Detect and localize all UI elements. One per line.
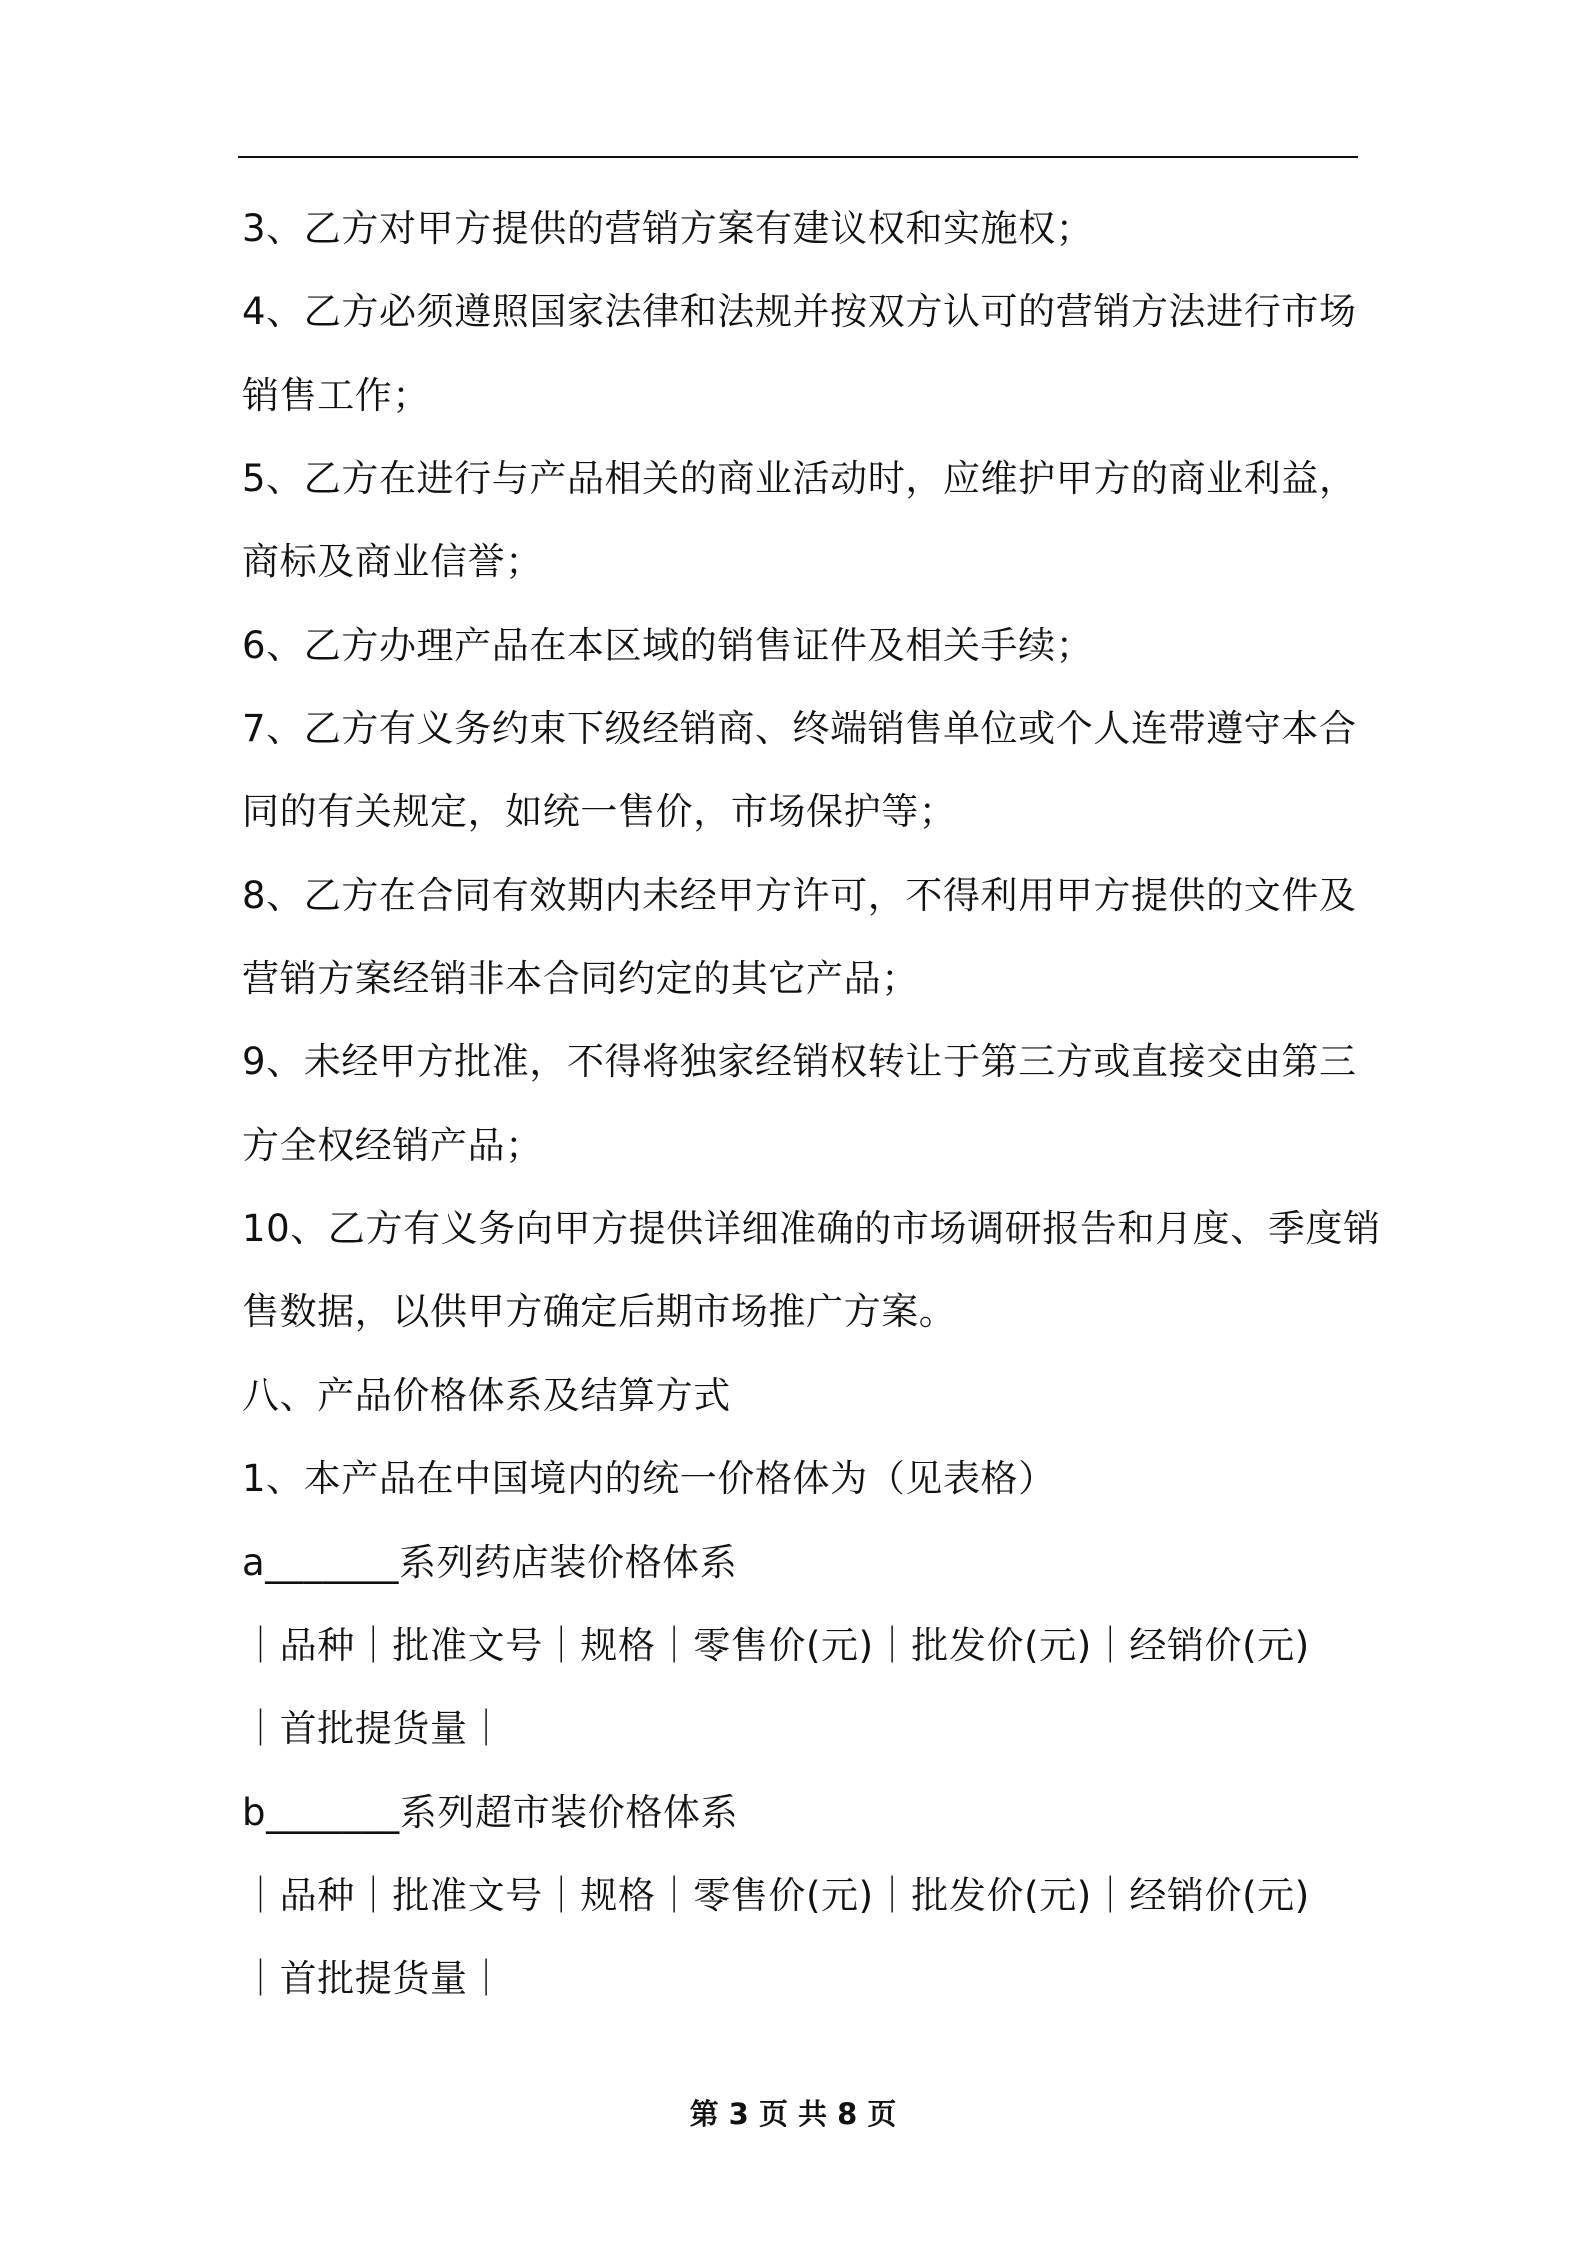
page-number-footer: 第 3 页 共 8 页 <box>689 2097 897 2131</box>
clause-9-cont: 方全权经销产品； <box>242 1124 543 1167</box>
clause-7-cont: 同的有关规定，如统一售价，市场保护等； <box>242 790 957 833</box>
price-table-b-header: ｜品种｜批准文号｜规格｜零售价(元)｜批发价(元)｜经销价(元) <box>242 1874 1310 1917</box>
header-rule <box>238 156 1358 158</box>
clause-4-cont: 销售工作； <box>242 374 430 417</box>
clause-3: 3、乙方对甲方提供的营销方案有建议权和实施权； <box>242 207 1094 250</box>
clause-8-cont: 营销方案经销非本合同约定的其它产品； <box>242 957 919 1000</box>
clause-9: 9、未经甲方批准，不得将独家经销权转让于第三方或直接交由第三 <box>242 1040 1357 1083</box>
clause-8: 8、乙方在合同有效期内未经甲方许可，不得利用甲方提供的文件及 <box>242 874 1357 917</box>
clause-4: 4、乙方必须遵照国家法律和法规并按双方认可的营销方法进行市场 <box>242 290 1357 333</box>
clause-5: 5、乙方在进行与产品相关的商业活动时，应维护甲方的商业利益， <box>242 457 1357 500</box>
price-system-a-title: a_______系列药店装价格体系 <box>242 1541 738 1584</box>
section-heading-8: 八、产品价格体系及结算方式 <box>242 1374 731 1417</box>
clause-10: 10、乙方有义务向甲方提供详细准确的市场调研报告和月度、季度销 <box>242 1207 1381 1250</box>
price-system-b-title: b_______系列超市装价格体系 <box>242 1791 739 1834</box>
clause-7: 7、乙方有义务约束下级经销商、终端销售单位或个人连带遵守本合 <box>242 707 1357 750</box>
price-table-a-header: ｜品种｜批准文号｜规格｜零售价(元)｜批发价(元)｜经销价(元) <box>242 1624 1310 1667</box>
price-table-b-header-cont: ｜首批提货量｜ <box>242 1957 506 2000</box>
clause-6: 6、乙方办理产品在本区域的销售证件及相关手续； <box>242 624 1094 667</box>
clause-5-cont: 商标及商业信誉； <box>242 540 543 583</box>
clause-10-cont: 售数据，以供甲方确定后期市场推广方案。 <box>242 1290 957 1333</box>
price-clause-1: 1、本产品在中国境内的统一价格体为（见表格） <box>242 1457 1056 1500</box>
price-table-a-header-cont: ｜首批提货量｜ <box>242 1707 506 1750</box>
